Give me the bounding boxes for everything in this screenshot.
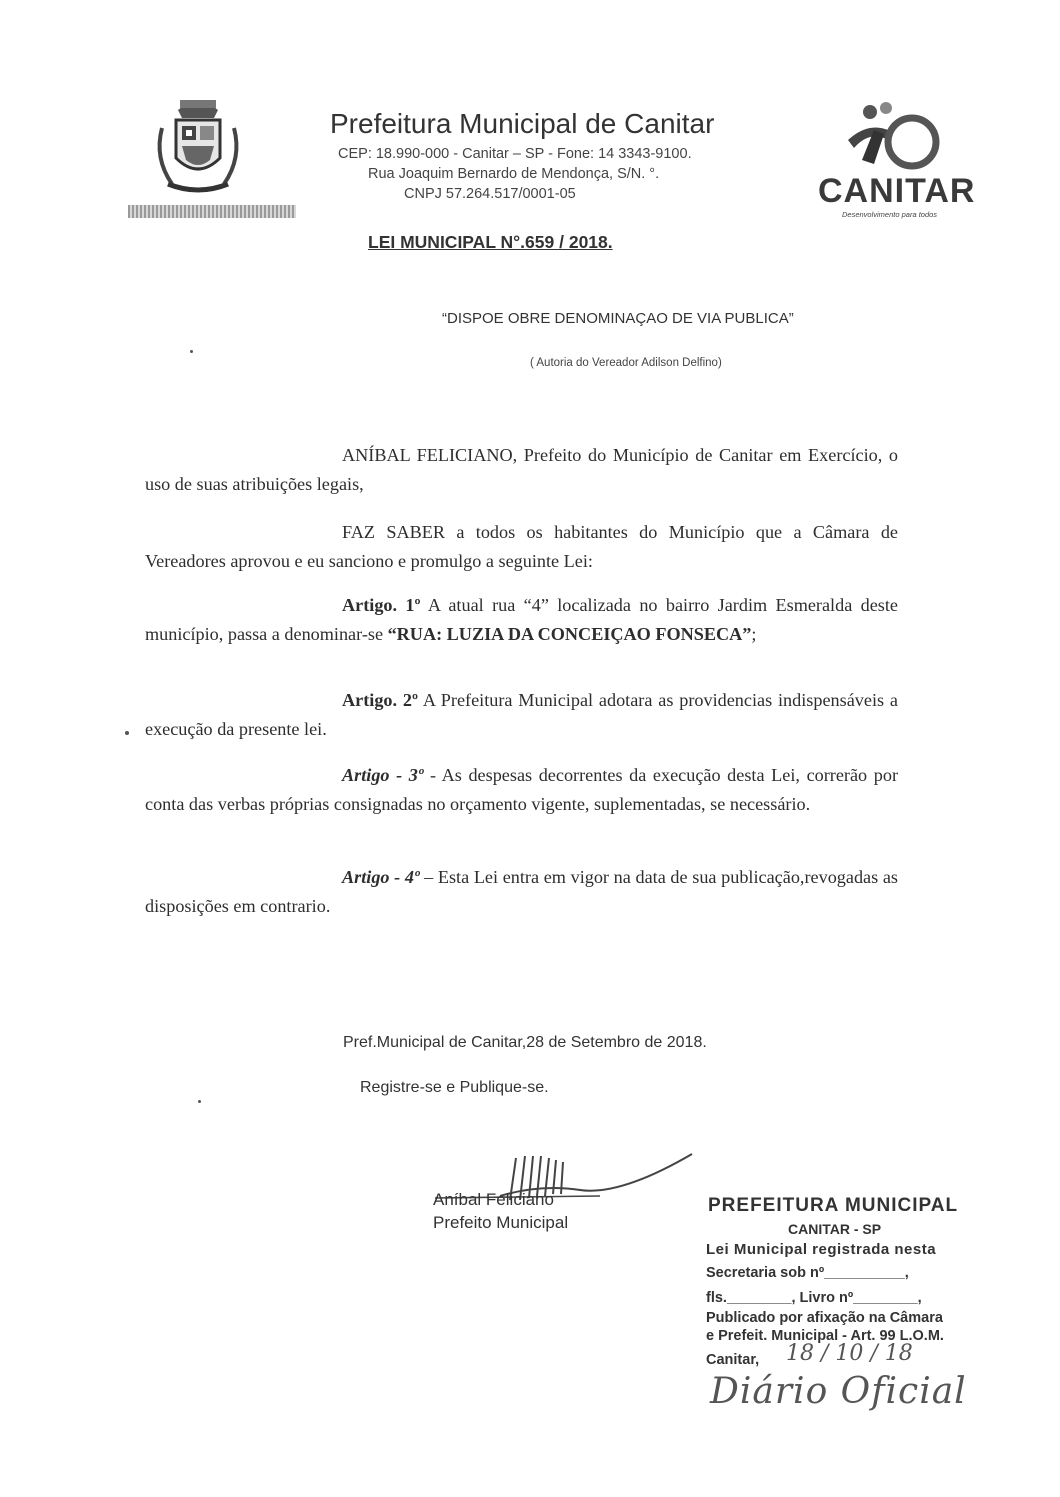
article-1-text: A atual rua “4” localizada no bairro Jardim Esmeralda deste município, passa a denominar-se [145, 595, 898, 644]
stamp-line-canitar: Canitar, [706, 1352, 760, 1368]
article-3-label: Artigo - 3º [342, 765, 424, 785]
article-2 [145, 686, 898, 744]
header-title: Prefeitura Municipal de Canitar [330, 108, 715, 139]
canitar-logo-icon [840, 100, 940, 180]
header-cnpj-line: CNPJ 57.264.517/0001-05 [404, 186, 576, 202]
logo-wordmark: CANITAR [818, 172, 976, 210]
stamp-handwritten-date: 18 / 10 / 18 [786, 1341, 913, 1366]
coat-underline-bar [128, 205, 296, 218]
header-contact-line: CEP: 18.990-000 - Canitar – SP - Fone: 14 3343-9100. [338, 146, 692, 162]
enactment-paragraph: FAZ SABER a todos os habitantes do Município que a Câmara de Vereadores aprovou e eu sanciono e promulgo a seguinte Lei: [145, 522, 898, 571]
preamble-paragraph: ANÍBAL FELICIANO, Prefeito do Município de Canitar em Exercício, o uso de suas atribuições legais, [145, 445, 898, 494]
law-title: LEI MUNICIPAL N°.659 / 2018. [368, 232, 613, 252]
article-2-text: A Prefeitura Municipal adotara as providencias indispensáveis a execução da presente lei. [145, 690, 898, 739]
signatory-title: Prefeito Municipal [433, 1213, 569, 1232]
article-1 [145, 591, 898, 649]
article-3 [145, 761, 898, 819]
stamp-city: CANITAR - SP [788, 1221, 882, 1237]
scan-speck [125, 731, 129, 735]
registration-stamp [700, 1195, 1010, 1425]
header-address-line: Rua Joaquim Bernardo de Mendonça, S/N. °. [368, 166, 660, 182]
article-4 [145, 863, 898, 921]
article-4-text: – Esta Lei entra em vigor na data de sua publicação,revogadas as disposições em contrario. [145, 867, 899, 916]
signatory-name: Aníbal Feliciano [433, 1190, 554, 1209]
article-3-text: - As despesas decorrentes da execução desta Lei, correrão por conta das verbas próprias consignadas no orçamento vigente, suplementadas, se necessário. [145, 765, 899, 814]
article-1-end: ; [751, 624, 757, 644]
stamp-line-secretaria: Secretaria sob nº__________, [706, 1265, 909, 1281]
coat-of-arms-icon [148, 88, 248, 198]
stamp-line-published: Publicado por afixação na Câmara [706, 1310, 943, 1326]
stamp-line-registered: Lei Municipal registrada nesta [706, 1241, 937, 1258]
scan-speck [198, 1100, 201, 1103]
stamp-line-fls-livro: fls.________, Livro nº________, [706, 1290, 922, 1306]
article-1-label: Artigo. 1º [342, 595, 421, 615]
stamp-line-article: e Prefeit. Municipal - Art. 99 L.O.M. [706, 1328, 944, 1344]
dateline: Pref.Municipal de Canitar,28 de Setembro de 2018. [343, 1034, 707, 1051]
article-4-label: Artigo - 4º [342, 867, 420, 887]
law-authorship: ( Autoria do Vereador Adilson Delfino) [530, 357, 722, 369]
article-2-label: Artigo. 2º [342, 690, 418, 710]
article-1-street-name: “RUA: LUZIA DA CONCEIÇAO FONSECA” [387, 624, 752, 644]
register-publish-note: Registre-se e Publique-se. [360, 1079, 549, 1096]
logo-tagline: Desenvolvimento para todos [842, 210, 938, 219]
stamp-handwritten-note: Diário Oficial [710, 1371, 967, 1412]
scan-speck [190, 350, 193, 353]
stamp-heading: PREFEITURA MUNICIPAL [708, 1195, 959, 1216]
law-subject: “DISPOE OBRE DENOMINAÇAO DE VIA PUBLICA” [442, 310, 794, 327]
